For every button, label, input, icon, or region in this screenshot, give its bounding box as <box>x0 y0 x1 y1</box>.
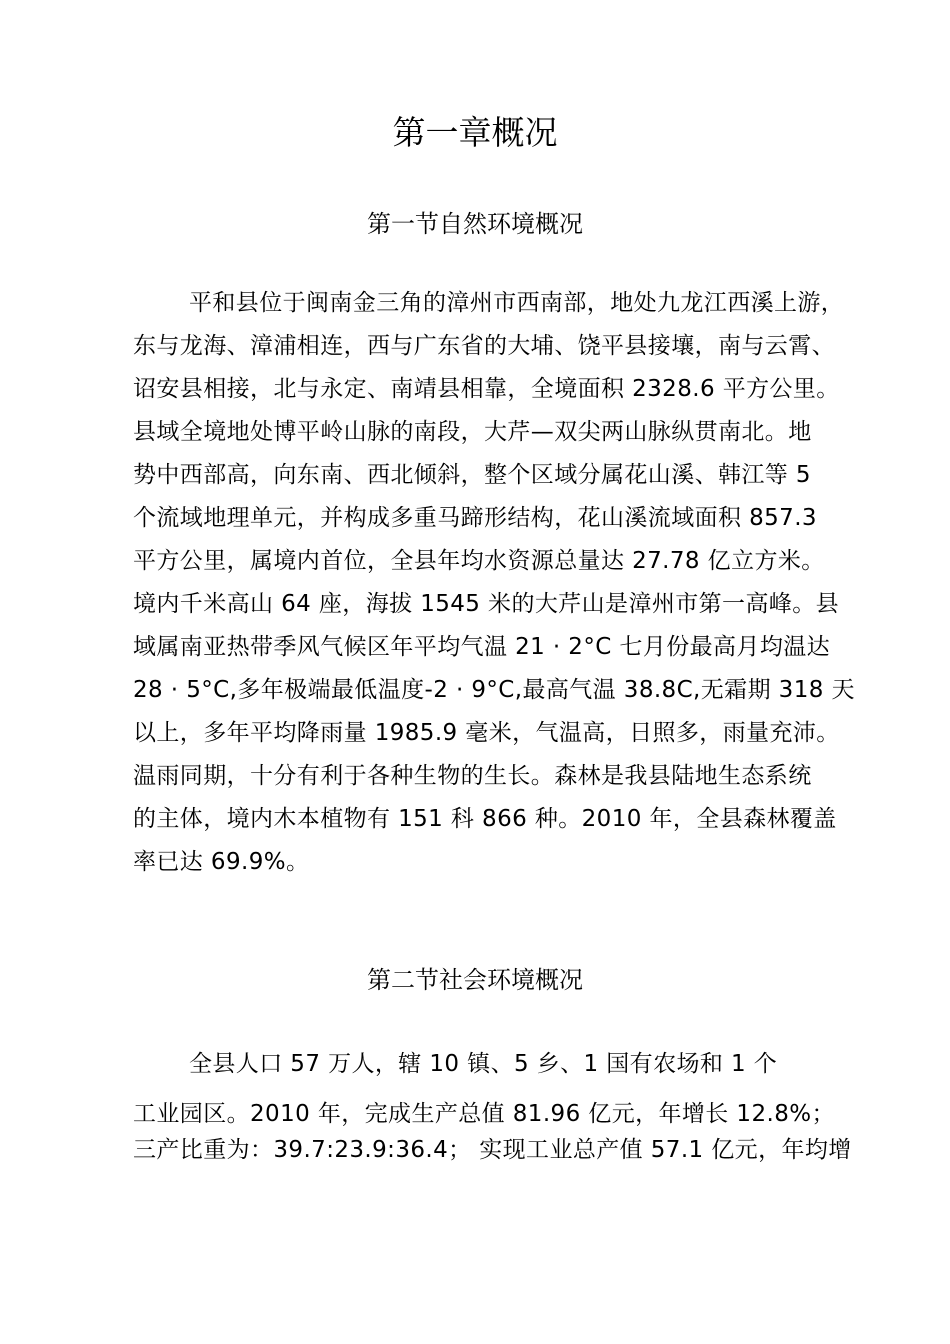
paragraph-line: 个流域地理单元，并构成多重马蹄形结构，花山溪流域面积 857.3 <box>133 505 817 531</box>
paragraph-line: 以上，多年平均降雨量 1985.9 毫米，气温高，日照多，雨量充沛。 <box>133 720 840 746</box>
paragraph-line: 域属南亚热带季风气候区年平均气温 21 · 2°C 七月份最高月均温达 <box>133 634 831 660</box>
chapter-title: 第一章概况 <box>392 113 558 152</box>
paragraph-line: 平方公里，属境内首位，全县年均水资源总量达 27.78 亿立方米。 <box>133 548 825 574</box>
paragraph-line: 28 · 5°C,多年极端最低温度-2 · 9°C,最高气温 38.8C,无霜期 318 天 <box>133 677 855 703</box>
section-title-natural-environment: 第一节自然环境概况 <box>367 210 583 238</box>
section-title-social-environment: 第二节社会环境概况 <box>367 966 583 994</box>
paragraph-line: 三产比重为：39.7:23.9:36.4； 实现工业总产值 57.1 亿元，年均增 <box>133 1137 852 1163</box>
paragraph-line: 诏安县相接，北与永定、南靖县相靠，全境面积 2328.6 平方公里。 <box>133 376 840 402</box>
paragraph-line: 平和县位于闽南金三角的漳州市西南部，地处九龙江西溪上游， <box>189 290 845 316</box>
paragraph-line: 的主体，境内木本植物有 151 科 866 种。2010 年，全县森林覆盖 <box>133 806 837 832</box>
paragraph-line: 工业园区。2010 年，完成生产总值 81.96 亿元，年增长 12.8%； <box>133 1101 835 1127</box>
paragraph-line: 境内千米高山 64 座，海拔 1545 米的大芹山是漳州市第一高峰。县 <box>133 591 840 617</box>
paragraph-line: 势中西部高，向东南、西北倾斜，整个区域分属花山溪、韩江等 5 <box>133 462 811 488</box>
paragraph-line: 全县人口 57 万人，辖 10 镇、5 乡、1 国有农场和 1 个 <box>189 1051 778 1077</box>
paragraph-line: 温雨同期，十分有利于各种生物的生长。森林是我县陆地生态系统 <box>133 763 812 789</box>
paragraph-line: 东与龙海、漳浦相连，西与广东省的大埔、饶平县接壤，南与云霄、 <box>133 333 835 359</box>
paragraph-line: 率已达 69.9%。 <box>133 849 310 875</box>
paragraph-line: 县域全境地处博平岭山脉的南段，大芹—双尖两山脉纵贯南北。地 <box>133 419 812 445</box>
